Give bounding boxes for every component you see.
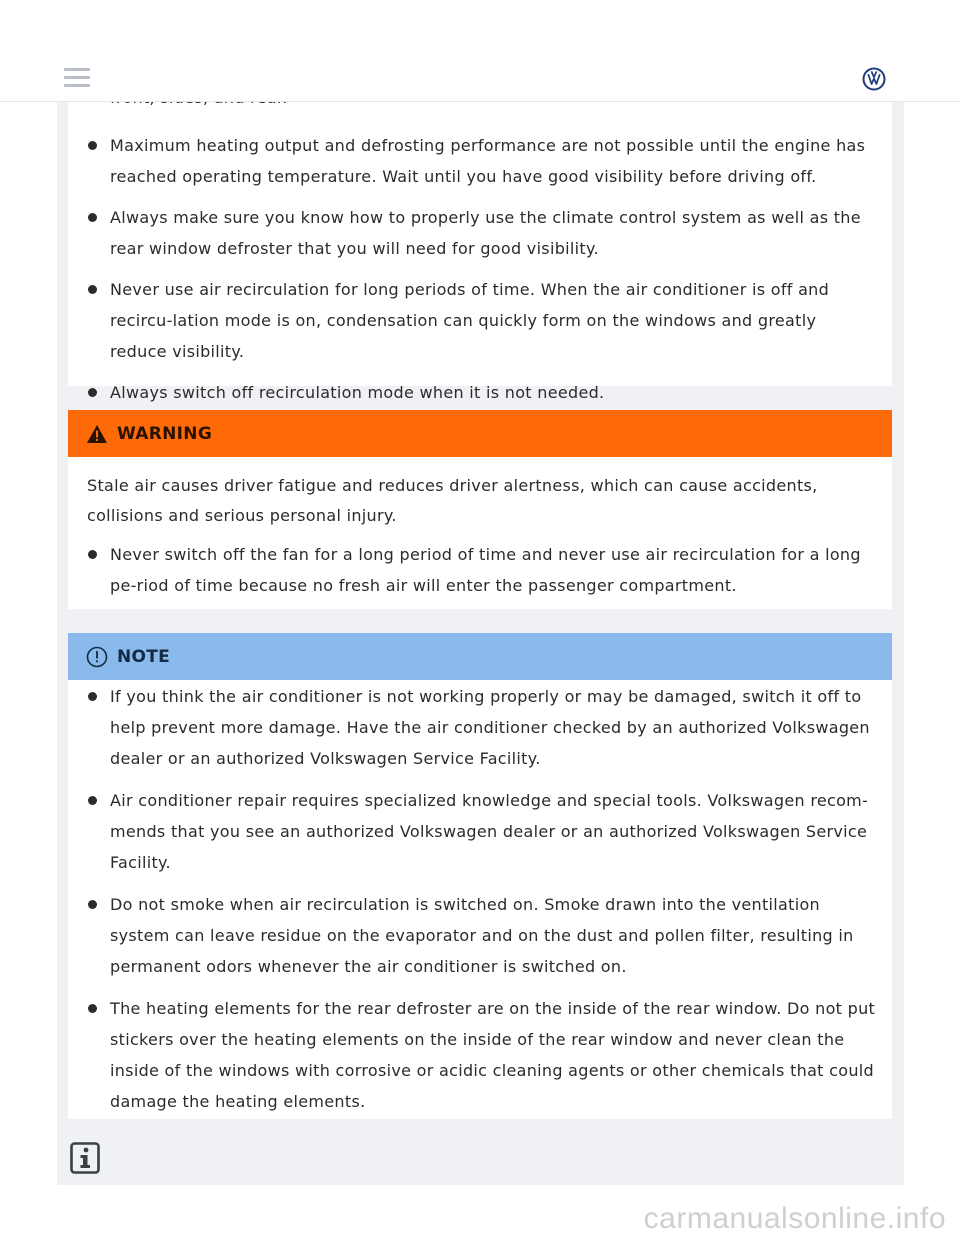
note-title: NOTE xyxy=(117,646,171,667)
note-banner xyxy=(68,633,892,680)
warning-paragraph: Stale air causes driver fatigue and reduces driver alertness, which can cause accidents, collisions and serious personal injury. xyxy=(87,476,818,525)
list-item: Air conditioner repair requires specialized knowledge and special tools. Volkswagen recom-mends that you see an authorized Volkswagen dealer or an authorized Volkswagen Service Facility. xyxy=(68,785,892,878)
warning-title: WARNING xyxy=(117,423,213,444)
warning-bullet-list xyxy=(68,531,892,601)
list-item: The heating elements for the rear defroster are on the inside of the rear window. Do not put stickers over the heating elements on the inside of the rear window and never clean the inside of the windows with corrosive or acidic cleaning agents or other chemicals that could damage the heating elements. xyxy=(68,993,892,1117)
warning-banner xyxy=(68,410,892,457)
safety-info-card xyxy=(68,102,892,402)
list-item: Do not smoke when air recirculation is switched on. Smoke drawn into the ventilation system can leave residue on the evaporator and on the dust and pollen filter, resulting in permanent odors whenever the air conditioner is switched on. xyxy=(68,889,892,982)
visibility-bullet-list xyxy=(68,102,892,408)
list-item: Never use air recirculation for long periods of time. When the air conditioner is off and recircu-lation mode is on, condensation can quickly form on the windows and greatly reduce visibility. xyxy=(68,274,892,367)
exclamation-circle-icon xyxy=(86,646,108,668)
info-icon[interactable] xyxy=(70,1142,100,1174)
list-item: Maximum heating output and defrosting performance are not possible until the engine has reached operating temperature. Wait until you have good visibility before driving off. xyxy=(68,130,892,192)
watermark: carmanualsonline.info xyxy=(643,1202,946,1235)
list-item: Always make sure you know how to properly use the climate control system as well as the rear window defroster that you will need for good visibility. xyxy=(68,202,892,264)
warning-triangle-icon xyxy=(86,424,108,444)
app-header xyxy=(0,0,960,102)
note-bullet-list xyxy=(68,680,892,1117)
list-item: If you think the air conditioner is not working properly or may be damaged, switch it off to help prevent more damage. Have the air conditioner checked by an authorized Volkswagen dealer or an authorized Volkswagen Service Facility. xyxy=(68,681,892,774)
list-item: Always switch off recirculation mode when it is not needed. xyxy=(68,377,892,408)
vw-logo-icon[interactable] xyxy=(862,67,886,91)
note-card xyxy=(68,633,892,1119)
hamburger-menu-icon[interactable] xyxy=(64,68,90,90)
list-item: Never switch off the fan for a long period of time and never use air recirculation for a long pe-riod of time because no fresh air will enter the passenger compartment. xyxy=(68,539,892,601)
warning-card xyxy=(68,410,892,609)
